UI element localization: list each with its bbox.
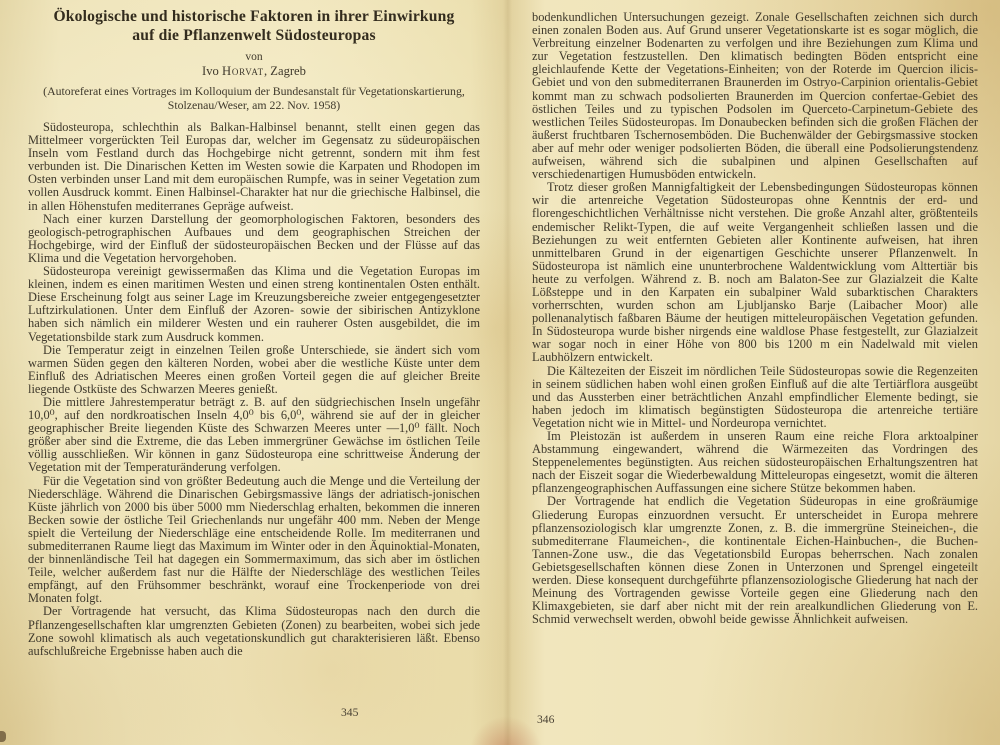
author-line — [28, 64, 480, 78]
paragraph: Der Vortragende hat versucht, das Klima Südosteuropas nach den durch die Pflanzengesellschaften klar umgrenzten Gebieten (Zonen) zu bearbeiten, wobei sich jede Zone sowohl klimatisch als auch vegetationskundlich gut charakterisieren läßt. Ebenso aufschlußreiche Ergebnisse haben auch die — [28, 604, 480, 658]
byline-prefix: von — [245, 51, 263, 63]
author-suffix: , Zagreb — [263, 64, 306, 78]
paragraph: Die mittlere Jahrestemperatur beträgt z. B. auf den südgriechischen Inseln ungefähr 10,0⁰, auf den nordkroatischen Inseln 4,0⁰ bis 6,0⁰, während sie auf der in gleicher geographischer Breite liegenden Küste des Schwarzen Meeres unter —1,0⁰ fällt. Noch größer aber sind die Extreme, die das Leben immergrüner Gewächse im östlichen Teile völlig ausschließen. Wir können in ganz Südosteuropa eine schrittweise Änderung der Vegetation mit der Temperaturänderung verfolgen. — [28, 394, 480, 475]
page-number-left: 345 — [341, 706, 359, 719]
paragraph: Nach einer kurzen Darstellung der geomorphologischen Faktoren, besonders des geologisch-petrographischen Aufbaues und dem geographischen Streichen der Hochgebirge, wird der Einfluß der südosteuropäischen Becken und der Flüsse auf das Klima und die Vegetation hervorgehoben. — [28, 211, 480, 265]
paragraph: Die Kältezeiten der Eiszeit im nördlichen Teile Südosteuropas sowie die Regenzeiten in seinem südlichen haben wohl einen großen Einfluß auf die alte Tertiärflora ausgeübt und das Aussterben einer beträchtlichen Anzahl empfindlicher Elemente bedingt, sie haben jedoch im klimatisch begünstigten Südosteuropa die artenreiche tertiäre Vegetation nicht wie in Mittel- und Nordeuropa vernichtet. — [532, 363, 978, 430]
article-title — [28, 7, 480, 45]
scan-blemish — [0, 731, 6, 742]
paragraph: Trotz dieser großen Mannigfaltigkeit der Lebensbedingungen Südosteuropas können wir die artenreiche Vegetation Südosteuropas ohne Kenntnis der erd- und florengeschichtlichen Verhältnisse nicht verstehen. Die große Anzahl alter, größtenteils endemischer Relikt-Typen, die auf weite Vergangenheit schließen lassen und die Beziehungen zu weit entfernten Gebieten aller Kontinente aufweisen, hat ihren unmittelbaren Grund in der eigenartigen Geschichte unserer Pflanzenwelt. In Südosteuropa ist nämlich eine ununterbrochene Waldentwicklung vom Alttertiär bis heute zu verfolgen. Während z. B. noch am Balaton-See zur Glazialzeit die Kalte Lößsteppe und in den Karpaten ein subalpiner Wald subarktischen Charakters vorherrschten, wurden schon am Ljubljansko Barje (Laibacher Moor) alle pollenanalytisch faßbaren Bäume der heutigen mitteleuropäischen Vegetation gefunden. In Südosteuropa wurde bisher nirgends eine waldlose Phase festgestellt, zur Glazialzeit war sogar noch in einer Höhe von 800 bis 1200 m ein Nadelwald mit vielen Laubhölzern entwickelt. — [532, 180, 978, 365]
paragraph: Die Temperatur zeigt in einzelnen Teilen große Unterschiede, sie ändert sich vom warmen Süden gegen den kälteren Norden, wobei aber die westliche Küste unter dem Einfluß des Adriatischen Meeres einen großen Vorteil gegen die auf gleicher Breite liegende Ostküste des Schwarzen Meeres genießt. — [28, 342, 480, 396]
paragraph: bodenkundlichen Untersuchungen gezeigt. Zonale Gesellschaften zeichnen sich durch einen zonalen Boden aus. Auf Grund unserer Vegetationskarte ist es sogar möglich, die Verbreitung einzelner Bodenarten zu verfolgen und ihre Beziehungen zum Klima und zur Vegetation festzustellen. Den klimatisch bedingten Böden entspricht eine gleichlaufende Kette der Vegetations-Einheiten; von der Roterde im Quercion ilicis-Gebiet und von den submediterranen Braunerden im Ostryo-Carpinion orientalis-Gebiet kommt man zu schwach podsolierten Braunerden im Quercion confertae-Gebiet des östlichen Teiles und zu typischen Podsolen im Querceto-Carpinetum-Gebiete des westlichen Teiles Südosteuropas. Im Donaubecken befinden sich die großen Flächen der äußerst fruchtbaren Tschernosemböden. Die Buchenwälder der Gebirgsmassive stocken aber auf mehr oder weniger podsolierten Böden, die überall eine Podsolierungstendenz aufweisen, während sich die subalpinen und alpinen Gesellschaften auf verschiedenartigen Humusböden entwickeln. — [532, 10, 978, 182]
page-number-right: 346 — [537, 713, 555, 726]
paragraph: Der Vortragende hat endlich die Vegetation Südeuropas in eine großräumige Gliederung Europas einzuordnen versucht. Er unterscheidet in Europa mehrere pflanzensoziologisch klar umgrenzte Zonen, z. B. die immergrüne Steineichen-, die submediterrane Flaumeichen-, die kontinentale Eichen-Hainbuchen-, die Buchen-Tannen-Zone usw., die das Vegetationsbild Europas beherrschen. Nach zonalen Gebietsgesellschaften können diese Zonen in Unterzonen und Sprengel eingeteilt werden. Diese konsequent durchgeführte pflanzensoziologische Gliederung hat nach der Meinung des Vortragenden gewisse Vorteile gegen eine Gliederung nach den Klimaxgebieten, sie darf aber nicht mit der rein arealkundlichen Gliederung von E. Schmid verwechselt werden, obwohl beide gewisse Ähnlichkeit aufweisen. — [532, 494, 978, 627]
right-page — [532, 11, 978, 626]
paragraph: Im Pleistozän ist außerdem in unseren Raum eine reiche Flora arktoalpiner Abstammung eingewandert, während die Wärmezeiten das Vordringen des Steppenelementes begünstigten. Aus reichen südosteuropäischen Erhaltungszentren hat nach der Eiszeit sogar die Wiederbewaldung Mitteleuropas eingesetzt, womit die älteren pflanzengeographischen Auffassungen eine sichere Stütze bekommen haben. — [532, 429, 978, 496]
article-title-line1: Ökologische und historische Faktoren in ihrer Einwirkung — [53, 8, 455, 25]
abstract-note: (Autoreferat eines Vortrages im Kolloquium der Bundesanstalt für Vegetationskartierung, Stolzenau/Weser, am 22. Nov. 1958) — [43, 84, 465, 112]
paragraph: Für die Vegetation sind von größter Bedeutung auch die Menge und die Verteilung der Niederschläge. Während die Dinarischen Gebirgsmassive längs der adriatisch-jonischen Küste jährlich von 2000 bis über 5000 mm Niederschlag erhalten, bekommen die inneren Becken sowie der östliche Teil Griechenlands nur ungefähr 400 mm. Neben der Menge spielt die Verteilung der Niederschläge eine entscheidende Rolle. Im mediterranen und submediterranen Raume liegt das Maximum im Winter oder in den Äquinoktial-Monaten, der binnenländische Teil hat dagegen ein Sommermaximum, das sich aber im östlichen Teile, welcher außerdem fast nur die Hälfte der Niederschläge des westlichen Teiles empfängt, auf den Frühsommer beschränkt, worauf eine Trockenperiode von drei Monaten folgt. — [28, 473, 480, 606]
page-gutter-fold — [503, 0, 512, 745]
author-given: Ivo — [202, 64, 222, 78]
article-title-line2: auf die Pflanzenwelt Südosteuropas — [132, 27, 376, 44]
paragraph: Südosteuropa vereinigt gewissermaßen das Klima und die Vegetation Europas im kleinen, indem es einen maritimen Westen und einen streng kontinentalen Osten enthält. Diese Erscheinung folgt aus seiner Lage im Kreuzungsbereiche zweier entgegengesetzter Luftzirkulationen. Unter dem Einfluß der Azoren- sowie der sibirischen Antizyklone haben sich nämlich ein milderer Westen und ein rauherer Osten ausgebildet, die im Vegetationsbilde stark zum Ausdruck kommen. — [28, 264, 480, 344]
left-page — [28, 7, 480, 658]
author-surname: Horvat — [221, 64, 264, 78]
paragraph: Südosteuropa, schlechthin als Balkan-Halbinsel benannt, stellt einen gegen das Mittelmeer vorgerückten Teil Europas dar, welcher im Gegensatz zu südeuropäischen Inseln vom Festland durch das Hochgebirge nicht getrennt, sondern mit ihm fest verbunden ist. Die Dinarischen Ketten im Westen sowie die Karpaten und Rhodopen im Osten verbinden unser Land mit dem europäischen Rumpfe, was in seiner Vegetation zum vollen Ausdruck kommt. Einen Halbinsel-Charakter hat nur die griechische Halbinsel, die in allen Höhenstufen mediterranes Gepräge aufweist. — [28, 120, 480, 213]
right-page-body — [532, 11, 978, 626]
left-page-body — [28, 121, 480, 658]
